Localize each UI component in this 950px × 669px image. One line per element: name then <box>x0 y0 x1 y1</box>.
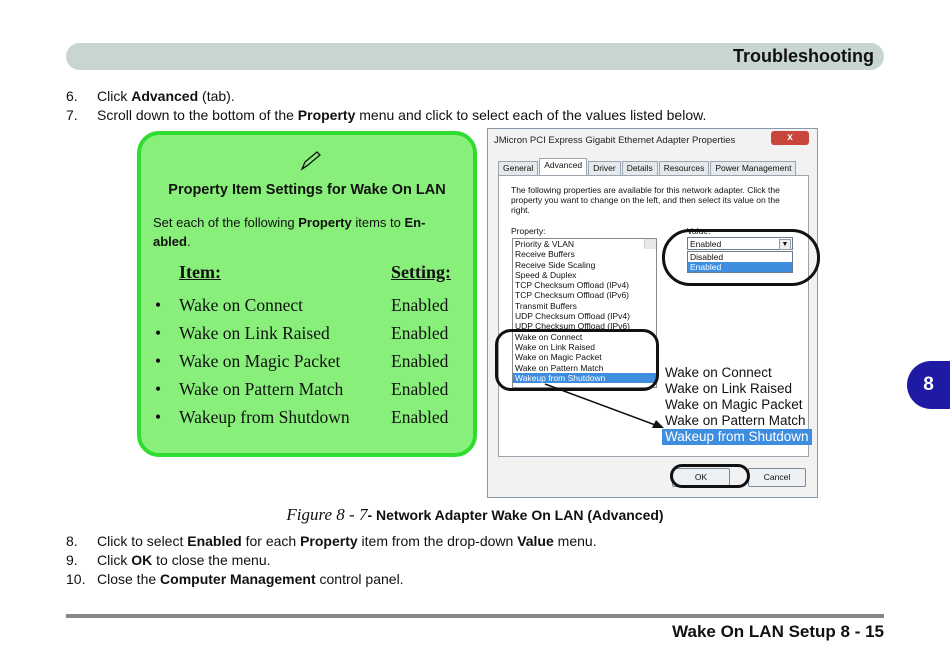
cancel-button[interactable]: Cancel <box>748 468 806 487</box>
step-item <box>66 570 597 589</box>
column-header-setting: Setting: <box>391 262 451 282</box>
figure-caption-text: - Network Adapter Wake On LAN (Advanced) <box>367 507 664 523</box>
step-item <box>66 532 597 551</box>
property-list-item[interactable]: UDP Checksum Offload (IPv4) <box>515 311 630 322</box>
table-row <box>155 379 455 407</box>
step-text <box>97 106 706 125</box>
bold-term: En-abled <box>153 215 426 249</box>
steps-top <box>66 87 706 125</box>
bold-term: Value <box>517 533 554 549</box>
tab-power-management[interactable]: Power Management <box>710 161 796 176</box>
dialog-title: JMicron PCI Express Gigabit Ethernet Adapter Properties <box>494 135 736 146</box>
value-option[interactable]: Disabled <box>690 252 724 262</box>
step-item <box>66 87 706 106</box>
step-number: 7. <box>66 107 78 123</box>
dialog-description: The following properties are available for this network adapter. Click the property you want to change on the left, and then select its value on the right. <box>511 185 780 215</box>
property-list-item[interactable]: Speed & Duplex <box>515 269 577 280</box>
property-list-item[interactable]: Wakeup from Shutdown <box>513 373 656 383</box>
row-bullet: • <box>155 407 162 427</box>
ok-highlight-ring <box>670 464 750 488</box>
row-setting: Enabled <box>391 295 449 315</box>
text-run: Click to select <box>97 533 188 549</box>
value-selected: Enabled <box>690 239 722 249</box>
property-list-item[interactable]: TCP Checksum Offload (IPv4) <box>515 280 630 291</box>
step-item <box>66 551 597 570</box>
property-list-item[interactable]: Transmit Buffers <box>515 300 577 311</box>
step-number: 8. <box>66 533 78 549</box>
table-row <box>155 295 455 323</box>
property-scrollbar[interactable] <box>644 239 656 249</box>
step-text <box>97 570 404 589</box>
column-header-item: Item: <box>179 262 221 282</box>
row-item: Wake on Magic Packet <box>179 351 341 371</box>
figure-caption <box>0 505 950 525</box>
text-run: for each <box>241 533 301 549</box>
pencil-icon <box>299 150 323 172</box>
property-list-item[interactable]: Receive Buffers <box>515 249 575 260</box>
table-row <box>155 351 455 379</box>
tab-details[interactable]: Details <box>622 161 658 176</box>
row-setting: Enabled <box>391 351 449 371</box>
property-list-item[interactable]: Wake on Magic Packet <box>515 352 602 363</box>
close-button[interactable]: x <box>771 131 809 145</box>
zoomed-property-list <box>662 365 812 445</box>
step-number: 10. <box>66 571 86 587</box>
text-run: item from the drop-down <box>357 533 518 549</box>
zoomed-list-item: Wakeup from Shutdown <box>662 429 812 445</box>
tab-driver[interactable]: Driver <box>588 161 621 176</box>
step-number: 6. <box>66 88 78 104</box>
page-footer: Wake On LAN Setup 8 - 15 <box>672 622 884 641</box>
step-text <box>97 551 271 570</box>
value-option[interactable]: Enabled <box>688 262 792 272</box>
chevron-down-icon[interactable]: ▼ <box>779 239 791 250</box>
row-bullet: • <box>155 351 162 371</box>
text-run: (tab). <box>198 88 235 104</box>
step-text <box>97 87 235 106</box>
bold-term: OK <box>131 552 153 568</box>
row-bullet: • <box>155 295 162 315</box>
row-item: Wake on Link Raised <box>179 323 330 343</box>
value-highlight-ring <box>662 229 820 286</box>
note-title: Property Item Settings for Wake On LAN <box>168 182 446 198</box>
row-setting: Enabled <box>391 379 449 399</box>
zoomed-list-item: Wake on Connect <box>665 365 772 380</box>
tab-resources[interactable]: Resources <box>659 161 710 176</box>
tab-general[interactable]: General <box>498 161 538 176</box>
text-run: menu and click to select each of the values listed below. <box>355 107 707 123</box>
row-item: Wake on Pattern Match <box>179 379 344 399</box>
property-list-item[interactable]: Wake on Pattern Match <box>515 362 604 373</box>
text-run: menu. <box>553 533 597 549</box>
text-run: Set each of the following <box>153 215 299 230</box>
property-list-item[interactable]: Priority & VLAN <box>515 239 575 249</box>
zoomed-list-item: Wake on Pattern Match <box>665 413 806 428</box>
step-text <box>97 532 597 551</box>
ok-button[interactable]: OK <box>672 468 730 487</box>
text-run: . <box>186 234 191 249</box>
tab-advanced[interactable]: Advanced <box>539 158 587 176</box>
bold-term: Property <box>298 215 352 230</box>
property-list-item[interactable]: TCP Checksum Offload (IPv6) <box>515 290 630 301</box>
text-run: Scroll down to the bottom of the <box>97 107 298 123</box>
text-run: Close the <box>97 571 161 587</box>
steps-bottom <box>66 532 597 589</box>
property-list-item[interactable]: UDP Checksum Offload (IPv6) <box>515 321 630 332</box>
chapter-tab[interactable]: 8 <box>907 361 950 409</box>
header-bar <box>66 43 884 70</box>
callout-arrow <box>540 380 680 450</box>
zoomed-list-item: Wake on Magic Packet <box>665 397 803 412</box>
text-run: items to <box>351 215 405 230</box>
text-run: Click <box>97 552 132 568</box>
text-run: to close the menu. <box>152 552 271 568</box>
text-run: Click <box>97 88 132 104</box>
figure-number: Figure 8 - 7 <box>286 505 368 524</box>
step-number: 9. <box>66 552 78 568</box>
row-bullet: • <box>155 323 162 343</box>
bold-term: Property <box>297 107 356 123</box>
table-row <box>155 323 455 351</box>
row-setting: Enabled <box>391 407 449 427</box>
row-bullet: • <box>155 379 162 399</box>
step-item <box>66 106 706 125</box>
bold-term: Enabled <box>187 533 242 549</box>
property-list-item[interactable]: Receive Side Scaling <box>515 259 596 270</box>
property-list-item[interactable]: Wake on Link Raised <box>515 341 596 352</box>
bold-term: Advanced <box>131 88 199 104</box>
page-title: Troubleshooting <box>733 46 874 66</box>
property-label: Property: <box>511 226 546 236</box>
footer-rule <box>66 614 884 618</box>
bold-term: Property <box>300 533 358 549</box>
tab-strip <box>498 161 797 176</box>
row-item: Wake on Connect <box>179 295 303 315</box>
row-setting: Enabled <box>391 323 449 343</box>
note-box <box>137 131 477 457</box>
text-run: control panel. <box>315 571 404 587</box>
row-item: Wakeup from Shutdown <box>179 407 350 427</box>
zoomed-list-item: Wake on Link Raised <box>665 381 793 396</box>
property-list-item[interactable]: Wake on Connect <box>515 331 583 342</box>
table-row <box>155 407 455 435</box>
note-intro <box>153 213 461 251</box>
bold-term: Computer Management <box>160 571 316 587</box>
value-label: Value: <box>687 226 711 236</box>
